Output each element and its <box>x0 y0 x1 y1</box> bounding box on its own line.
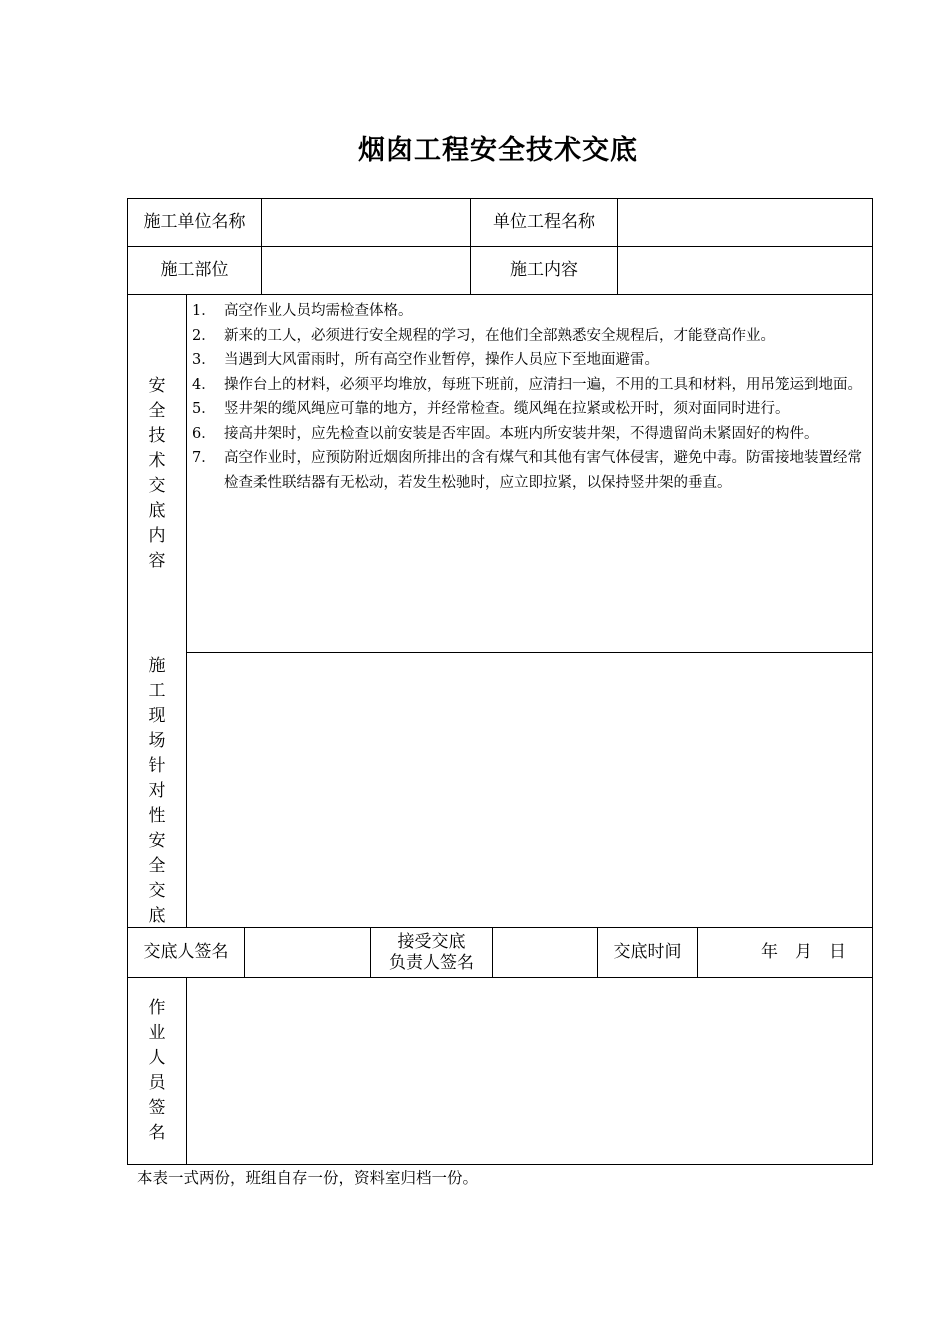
workers-label-char: 作 <box>148 998 166 1018</box>
location-label: 施工部位 <box>160 260 229 281</box>
item-text: 竖井架的缆风绳应可靠的地方，并经常检查。缆风绳在拉紧或松开时，须对面同时进行。 <box>224 401 790 417</box>
safety-label-char: 底 <box>148 501 166 521</box>
safety-label-char: 内 <box>148 526 166 546</box>
item-number: 1． <box>192 303 216 319</box>
site-label-char: 工 <box>148 681 166 701</box>
item-number: 3． <box>192 352 216 368</box>
item-number: 7． <box>192 450 216 466</box>
page-title: 烟囱工程安全技术交底 <box>358 135 638 166</box>
site-label-char: 底 <box>148 906 166 926</box>
row-divider-2 <box>127 294 873 295</box>
receiver-signature-field[interactable] <box>493 928 597 977</box>
safety-section-label <box>128 374 186 574</box>
item-text: 接高井架时，应先检查以前安装是否牢固。本班内所安装井架，不得遗留尚未紧固好的构件。 <box>224 425 819 442</box>
safety-label-char: 容 <box>148 551 166 571</box>
site-label-char: 安 <box>148 831 166 851</box>
safety-label-char: 交 <box>148 476 166 496</box>
discloser-label: 交底人签名 <box>143 942 229 963</box>
item-text: 新来的工人，必须进行安全规程的学习，在他们全部熟悉安全规程后，才能登高作业。 <box>224 327 775 344</box>
workers-label-char: 业 <box>148 1023 166 1043</box>
workers-label-char: 员 <box>148 1073 166 1093</box>
site-section-label <box>128 654 186 929</box>
location-field[interactable] <box>262 247 470 294</box>
site-label-char: 性 <box>148 806 166 826</box>
site-label-char: 交 <box>148 881 166 901</box>
item-number: 2． <box>192 327 216 344</box>
unit-name-label: 施工单位名称 <box>143 212 246 233</box>
item-text: 高空作业人员均需检查体格。 <box>224 303 413 319</box>
safety-item <box>192 324 866 349</box>
safety-item <box>192 348 866 373</box>
project-name-field[interactable] <box>618 199 872 246</box>
item-text: 操作台上的材料，必须平均堆放，每班下班前，应清扫一遍，不用的工具和材料，用吊笼运到地面。 <box>224 376 862 393</box>
safety-items-list <box>192 299 866 495</box>
item-number: 6． <box>192 425 216 442</box>
receiver-label <box>371 928 492 977</box>
item-number: 4． <box>192 376 216 393</box>
workers-signature-field[interactable] <box>187 978 872 1164</box>
site-label-char: 施 <box>148 656 166 676</box>
content-field[interactable] <box>618 247 872 294</box>
item-text: 当遇到大风雷雨时，所有高空作业暂停，操作人员应下至地面避雷。 <box>224 352 659 368</box>
unit-name-field[interactable] <box>262 199 470 246</box>
safety-item <box>192 422 866 447</box>
receiver-label-line2: 负责人签名 <box>389 952 474 973</box>
workers-label-char: 名 <box>148 1123 166 1143</box>
time-label: 交底时间 <box>613 942 682 963</box>
content-label: 施工内容 <box>510 260 578 281</box>
date-field[interactable]: 年 月 日 <box>761 942 846 963</box>
project-name-label: 单位工程名称 <box>493 212 595 233</box>
safety-label-char: 技 <box>148 426 166 446</box>
safety-item <box>192 446 866 495</box>
workers-label-char: 签 <box>148 1098 166 1118</box>
workers-section-label <box>128 996 186 1146</box>
safety-item <box>192 299 866 324</box>
site-label-char: 对 <box>148 781 166 801</box>
site-label-char: 针 <box>148 756 166 776</box>
workers-label-char: 人 <box>148 1048 166 1068</box>
receiver-label-line1: 接受交底 <box>397 932 466 953</box>
site-label-char: 场 <box>148 731 166 751</box>
item-number: 5． <box>192 401 216 417</box>
footnote: 本表一式两份，班组自存一份，资料室归档一份。 <box>137 1169 479 1187</box>
safety-label-char: 全 <box>148 401 166 421</box>
safety-label-char: 安 <box>148 376 166 396</box>
safety-item <box>192 373 866 398</box>
safety-label-char: 术 <box>148 451 166 471</box>
site-disclosure-field[interactable] <box>187 653 872 927</box>
site-label-char: 全 <box>148 856 166 876</box>
discloser-signature-field[interactable] <box>245 928 370 977</box>
site-label-char: 现 <box>148 706 166 726</box>
safety-item <box>192 397 866 422</box>
item-text: 高空作业时，应预防附近烟囱所排出的含有煤气和其他有害气体侵害，避免中毒。防雷接地装置经常检查柔性联结器有无松动，若发生松驰时，应立即拉紧，以保持竖井架的垂直。 <box>224 450 862 491</box>
